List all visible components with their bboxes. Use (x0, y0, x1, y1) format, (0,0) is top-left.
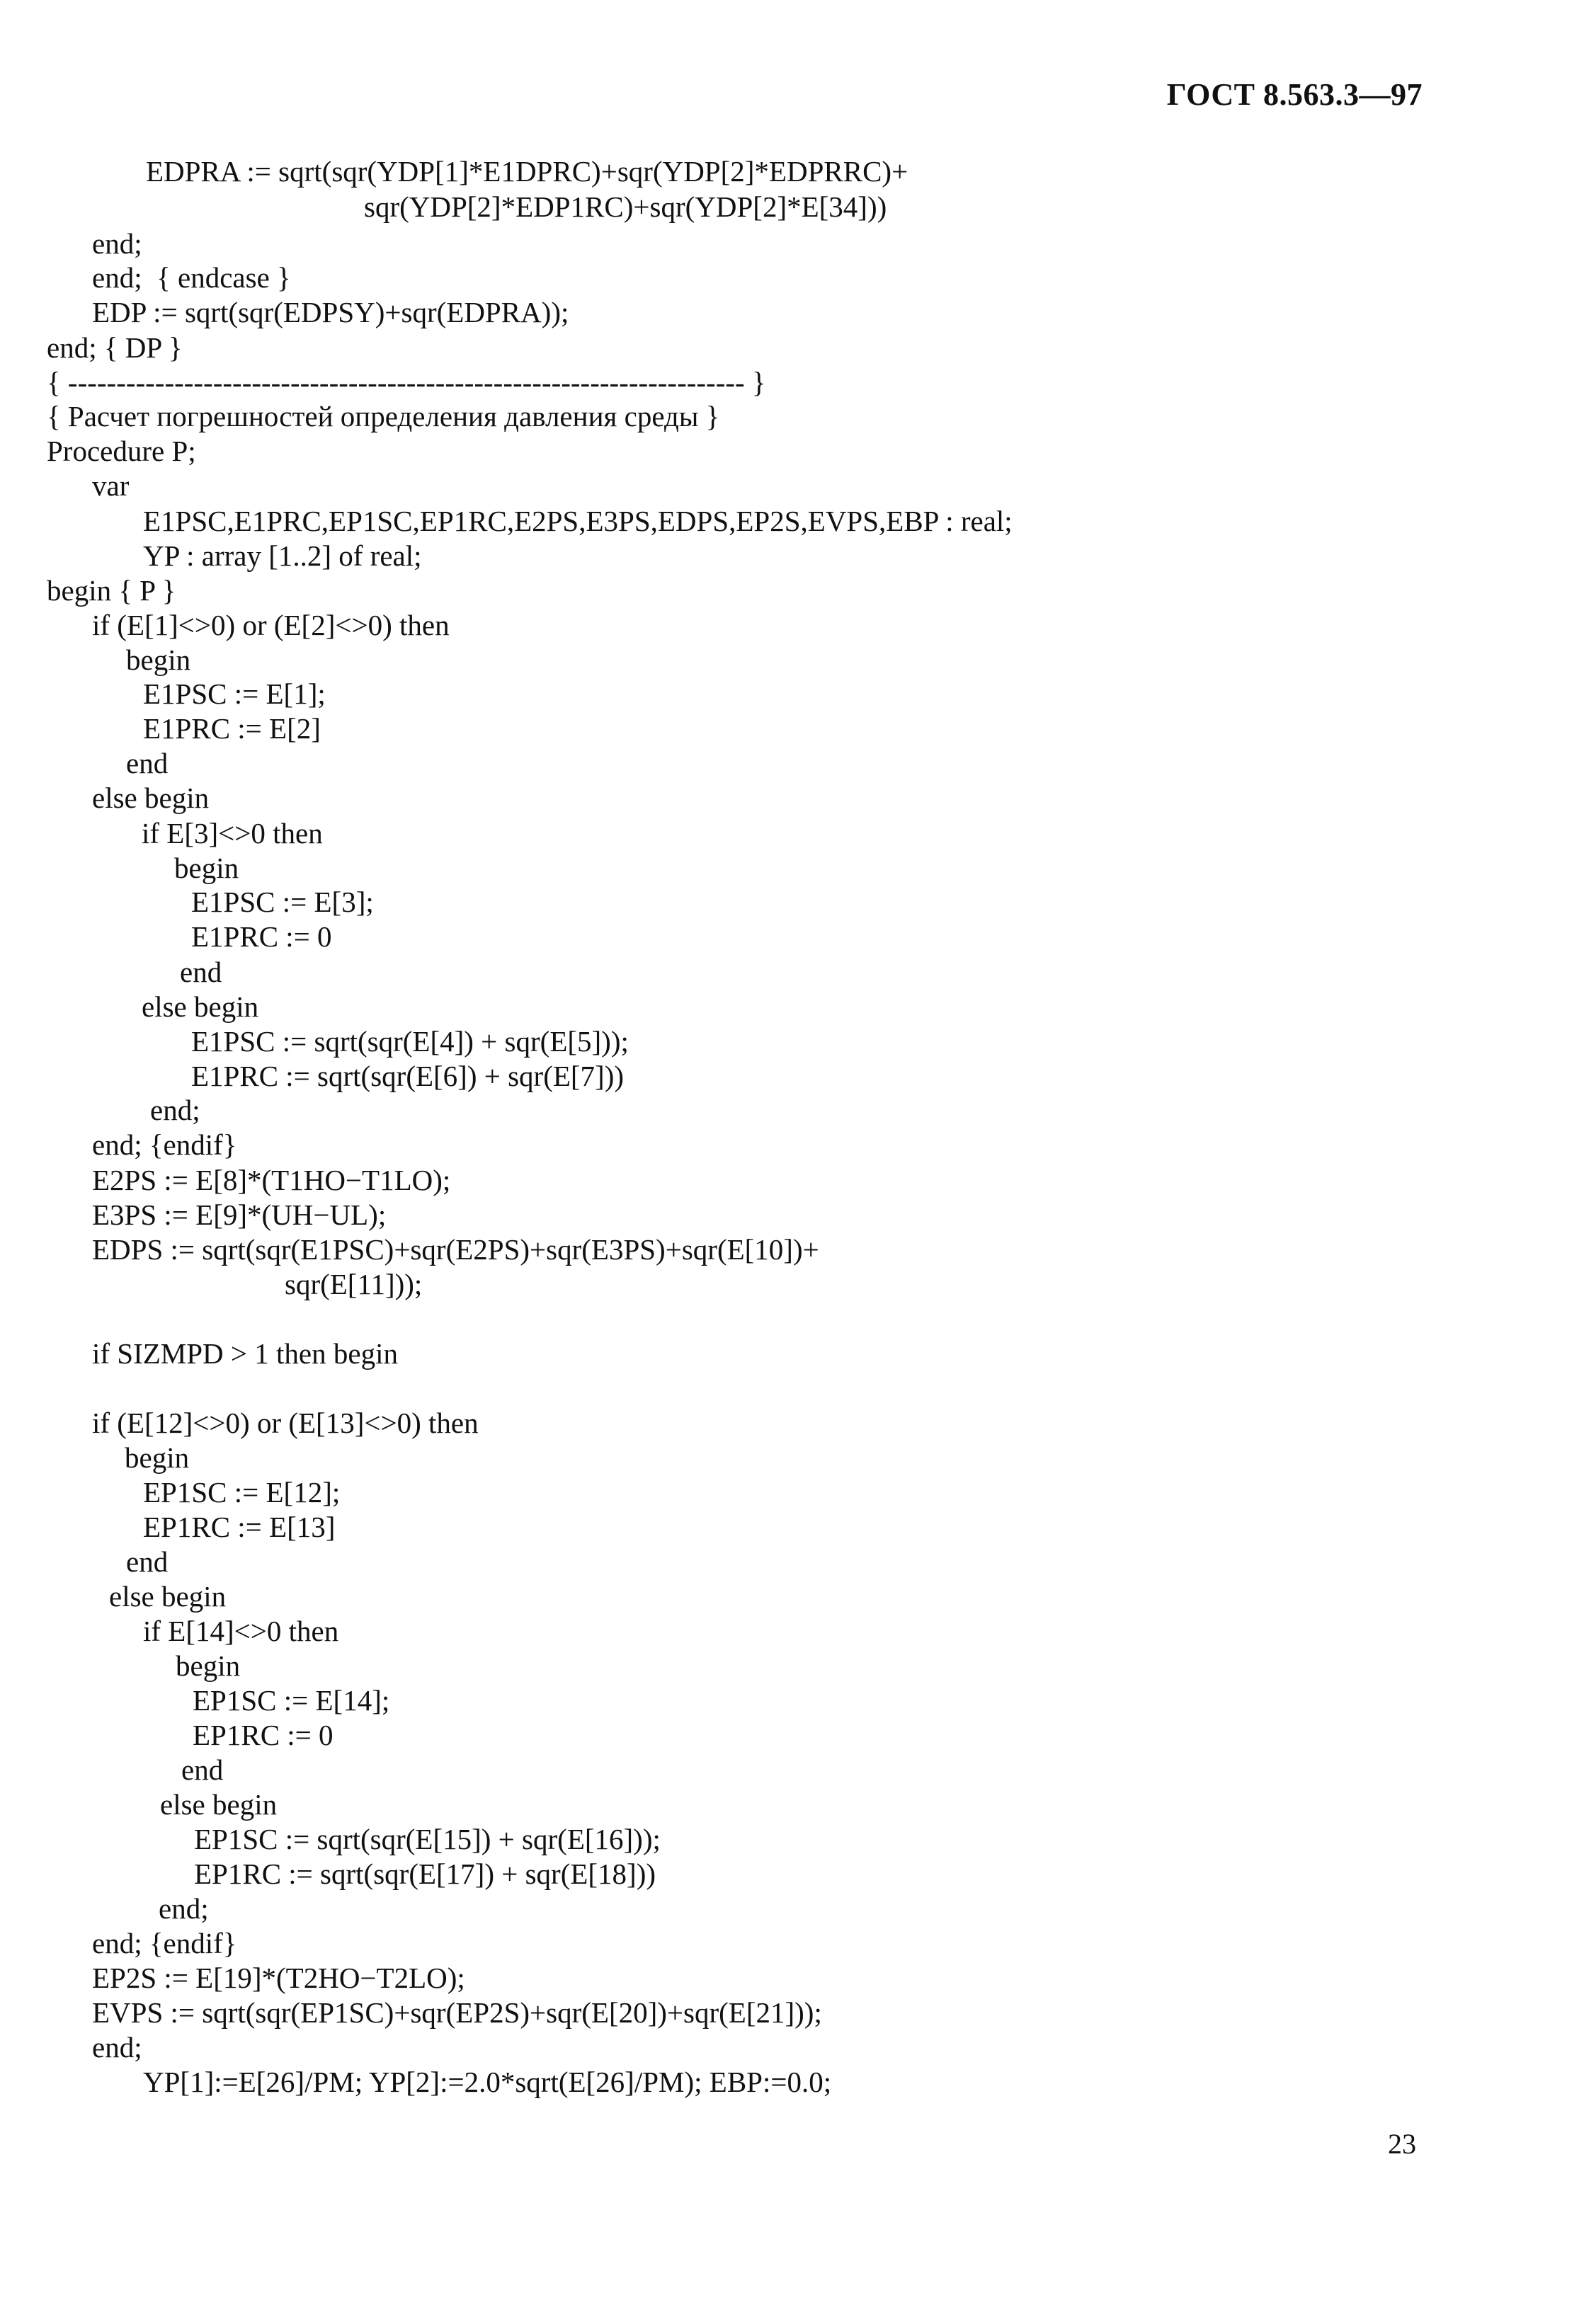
code-line: end; {endif} (92, 1927, 237, 1959)
code-line: EDPS := sqrt(sqr(E1PSC)+sqr(E2PS)+sqr(E3PS)+sqr(E[10])+ (92, 1233, 819, 1266)
code-line: begin (125, 1441, 190, 1474)
code-line: { ---------------------------------------------------------------------- } (47, 366, 766, 399)
code-line: else begin (160, 1788, 278, 1821)
code-line: end (181, 1753, 224, 1786)
code-line: begin (174, 852, 239, 884)
code-line: E1PSC := E[1]; (143, 677, 326, 710)
code-line: else begin (109, 1580, 227, 1613)
code-line: if (E[12]<>0) or (E[13]<>0) then (92, 1407, 479, 1439)
code-line: E1PSC := sqrt(sqr(E[4]) + sqr(E[5])); (191, 1025, 629, 1058)
code-line: E1PRC := sqrt(sqr(E[6]) + sqr(E[7])) (191, 1060, 625, 1092)
code-line: else begin (142, 990, 259, 1023)
code-line: EDP := sqrt(sqr(EDPSY)+sqr(EDPRA)); (92, 296, 569, 328)
code-line: EP1SC := E[12]; (143, 1476, 341, 1509)
code-line: E2PS := E[8]*(T1HO−T1LO); (92, 1164, 451, 1196)
code-line: YP : array [1..2] of real; (143, 539, 422, 572)
code-line: EP1RC := E[13] (143, 1511, 336, 1543)
code-line: end; { DP } (47, 331, 183, 364)
code-line: end; (150, 1094, 200, 1126)
code-line: if E[14]<>0 then (143, 1615, 339, 1647)
code-line: E1PSC,E1PRC,EP1SC,EP1RC,E2PS,E3PS,EDPS,EP2S,EVPS,EBP : real; (143, 505, 1013, 537)
code-line: E1PRC := E[2] (143, 712, 321, 745)
code-line: E1PRC := 0 (191, 920, 332, 953)
page-number: 23 (1388, 2128, 1416, 2160)
code-line: end; (159, 1892, 209, 1925)
code-line: EP1RC := sqrt(sqr(E[17]) + sqr(E[18])) (194, 1858, 656, 1890)
code-line: begin (126, 643, 191, 676)
code-line: EDPRA := sqrt(sqr(YDP[1]*E1DPRC)+sqr(YDP[2]*EDPRRC)+ (146, 155, 908, 188)
code-line: { Расчет погрешностей определения давления среды } (47, 400, 720, 433)
code-line: begin { P } (47, 574, 176, 607)
document-header: ГОСТ 8.563.3—97 (1166, 77, 1423, 112)
code-line: end (126, 1545, 169, 1578)
code-line: EP1SC := E[14]; (193, 1684, 390, 1717)
code-line: end; (92, 2031, 142, 2063)
code-line: Procedure P; (47, 435, 196, 467)
code-line: E1PSC := E[3]; (191, 886, 374, 918)
code-line: EP1RC := 0 (193, 1719, 334, 1751)
code-line: end; { endcase } (92, 261, 291, 294)
code-line: sqr(E[11])); (285, 1268, 423, 1300)
code-line: else begin (92, 782, 210, 814)
code-line: YP[1]:=E[26]/PM; YP[2]:=2.0*sqrt(E[26]/PM); EBP:=0.0; (143, 2066, 832, 2098)
code-line: if E[3]<>0 then (142, 817, 323, 849)
code-line: EVPS := sqrt(sqr(EP1SC)+sqr(EP2S)+sqr(E[20])+sqr(E[21])); (92, 1996, 822, 2029)
code-line: EP2S := E[19]*(T2HO−T2LO); (92, 1962, 465, 1994)
code-line: if SIZMPD > 1 then begin (92, 1337, 398, 1370)
code-line: sqr(YDP[2]*EDP1RC)+sqr(YDP[2]*E[34])) (364, 190, 887, 223)
code-line: end; (92, 227, 142, 260)
code-line: if (E[1]<>0) or (E[2]<>0) then (92, 609, 450, 641)
code-line: EP1SC := sqrt(sqr(E[15]) + sqr(E[16])); (194, 1823, 661, 1855)
code-line: begin (176, 1649, 241, 1682)
code-line: end (180, 956, 222, 988)
code-line: end; {endif} (92, 1128, 237, 1161)
code-line: end (126, 747, 169, 779)
code-line: E3PS := E[9]*(UH−UL); (92, 1198, 387, 1231)
code-line: var (92, 469, 130, 502)
